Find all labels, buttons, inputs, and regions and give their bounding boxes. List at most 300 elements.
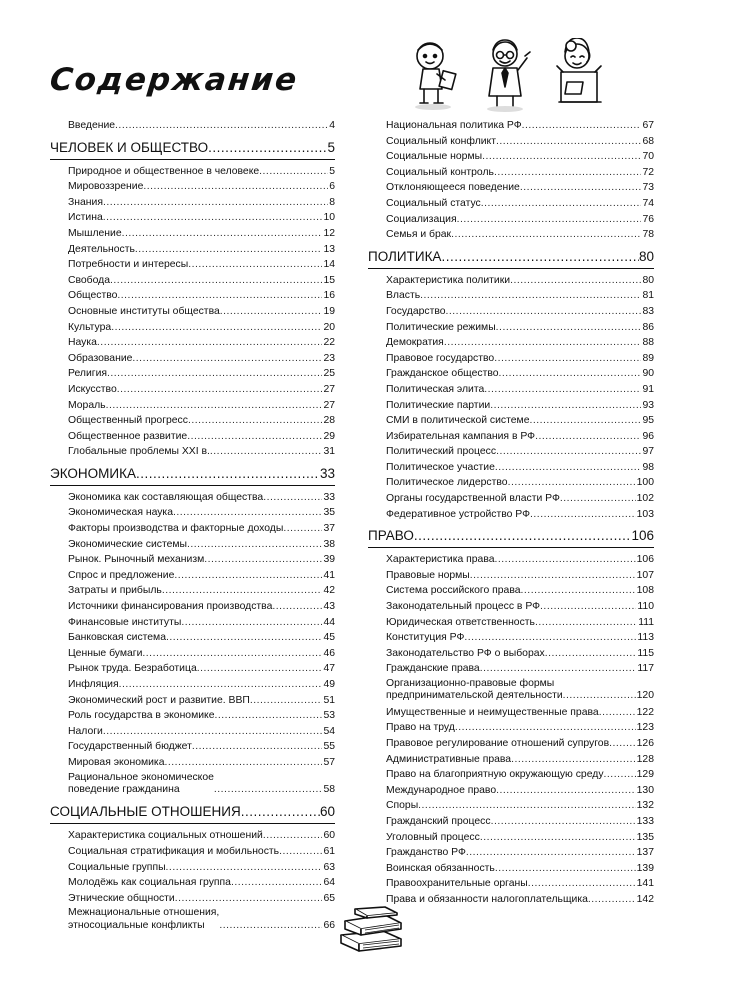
toc-entry-title-line2: предпринимательской деятельности xyxy=(386,690,563,702)
toc-entry xyxy=(50,860,335,876)
dot-leader xyxy=(115,118,328,134)
page-number: 29 xyxy=(323,430,335,442)
toc-entry xyxy=(368,351,654,367)
toc-entry-title: Образование xyxy=(68,352,133,364)
dot-leader xyxy=(164,755,322,771)
toc-entry-title: Роль государства в экономике xyxy=(68,710,215,722)
toc-entry-title: Источники финансирования производства xyxy=(68,601,273,613)
toc-entry xyxy=(368,475,654,491)
book-stack-icon xyxy=(335,905,407,957)
toc-entry-title: Гражданские права xyxy=(386,663,480,675)
toc-section-heading xyxy=(50,465,335,486)
page-number: 111 xyxy=(638,616,654,628)
page-number: 88 xyxy=(642,337,654,349)
toc-entry xyxy=(50,335,335,351)
dot-leader xyxy=(214,708,322,724)
dot-leader xyxy=(530,507,636,523)
toc-entry-title-line2: поведение гражданина xyxy=(68,783,180,795)
dot-leader xyxy=(414,527,632,545)
page-number: 44 xyxy=(323,616,335,628)
toc-entry-title: Гражданство РФ xyxy=(386,847,466,859)
dot-leader xyxy=(480,830,636,846)
page-number: 5 xyxy=(327,139,335,155)
dot-leader xyxy=(535,615,637,631)
toc-entry xyxy=(50,891,335,907)
toc-entry xyxy=(50,677,335,693)
page-number: 117 xyxy=(637,663,654,675)
section-title: ЭКОНОМИКА xyxy=(50,465,136,481)
toc-entry-title: Спрос и предложение xyxy=(68,569,175,581)
dot-leader xyxy=(197,661,323,677)
toc-entry-title: Политические партии xyxy=(386,399,491,411)
toc-entry xyxy=(368,552,654,568)
toc-entry xyxy=(368,814,654,830)
page-number: 10 xyxy=(323,212,335,224)
page-number: 51 xyxy=(323,694,335,706)
page-number: 12 xyxy=(323,227,335,239)
page-number: 39 xyxy=(323,554,335,566)
toc-entry xyxy=(50,382,335,398)
toc-entry-title: Деятельность xyxy=(68,243,135,255)
toc-entry xyxy=(368,149,654,165)
page-number: 6 xyxy=(329,181,335,193)
dot-leader xyxy=(418,798,636,814)
toc-entry xyxy=(368,444,654,460)
toc-entry-title: Финансовые институты xyxy=(68,616,182,628)
toc-entry xyxy=(50,413,335,429)
toc-entry xyxy=(50,444,335,460)
page-number: 108 xyxy=(636,585,654,597)
toc-entry xyxy=(368,861,654,877)
toc-entry-title: Искусство xyxy=(68,383,117,395)
toc-entry-title: Характеристика политики xyxy=(386,274,511,286)
toc-entry xyxy=(368,288,654,304)
toc-entry xyxy=(368,830,654,846)
page-number: 38 xyxy=(323,538,335,550)
dot-leader xyxy=(494,165,642,181)
page-number: 47 xyxy=(323,663,335,675)
page-number: 70 xyxy=(642,151,654,163)
toc-entry-title: Рынок труда. Безработица xyxy=(68,663,197,675)
dot-leader xyxy=(263,490,322,506)
page-number: 46 xyxy=(323,647,335,659)
dot-leader xyxy=(119,677,323,693)
page-number: 14 xyxy=(323,259,335,271)
toc-entry-title: Права и обязанности налогоплательщика xyxy=(386,893,588,905)
toc-entry-title xyxy=(386,678,563,703)
dot-leader xyxy=(110,273,322,289)
page-number: 68 xyxy=(642,135,654,147)
dot-leader xyxy=(446,304,642,320)
toc-entry xyxy=(368,845,654,861)
toc-entry xyxy=(368,118,654,134)
toc-section-heading xyxy=(368,248,654,269)
dot-leader xyxy=(219,920,322,932)
toc-entry-title: Право на труд xyxy=(386,722,455,734)
toc-entry xyxy=(368,366,654,382)
page-number: 53 xyxy=(323,710,335,722)
toc-entry-title: Правовое государство xyxy=(386,352,495,364)
page-number: 45 xyxy=(323,632,335,644)
toc-entry-title: Политический процесс xyxy=(386,446,497,458)
page-number: 16 xyxy=(323,290,335,302)
page-number: 65 xyxy=(323,892,335,904)
toc-entry xyxy=(368,720,654,736)
toc-entry-title: Политические режимы xyxy=(386,321,496,333)
page-number: 33 xyxy=(319,465,335,481)
toc-entry-title: Характеристика социальных отношений xyxy=(68,830,263,842)
toc-entry-title: Национальная политика РФ xyxy=(386,120,522,131)
dot-leader xyxy=(188,413,322,429)
dot-leader xyxy=(188,257,322,273)
toc-entry xyxy=(368,398,654,414)
toc-entry xyxy=(50,242,335,258)
toc-entry xyxy=(368,615,654,631)
dot-leader xyxy=(122,226,323,242)
toc-entry xyxy=(368,705,654,721)
toc-entry-title: Экономика как составляющая общества xyxy=(68,491,264,503)
dot-leader xyxy=(521,583,636,599)
dot-leader xyxy=(181,615,322,631)
dot-leader xyxy=(496,783,636,799)
toc-entry xyxy=(50,398,335,414)
page-number: 5 xyxy=(329,165,335,177)
dot-leader xyxy=(132,351,322,367)
dot-leader xyxy=(495,460,642,476)
page-number: 27 xyxy=(323,383,335,395)
toc-entry-title: Налоги xyxy=(68,725,103,737)
dot-leader xyxy=(204,552,322,568)
page-number: 20 xyxy=(323,321,335,333)
page-number: 129 xyxy=(636,769,654,781)
dot-leader xyxy=(441,248,639,266)
page-number: 83 xyxy=(642,305,654,317)
page-number: 106 xyxy=(636,554,654,566)
dot-leader xyxy=(208,139,327,157)
toc-entry-title: Гражданское общество xyxy=(386,368,499,380)
toc-entry-title: Мышление xyxy=(68,227,122,239)
toc-entry xyxy=(368,661,654,677)
toc-entry-title: Семья и брак xyxy=(386,229,452,241)
toc-entry-title: Ценные бумаги xyxy=(68,647,143,659)
toc-entry xyxy=(50,693,335,709)
toc-entry xyxy=(50,875,335,891)
toc-entry xyxy=(368,304,654,320)
toc-entry-title: Государство xyxy=(386,305,446,317)
section-title: ПОЛИТИКА xyxy=(368,248,442,264)
page-number: 98 xyxy=(642,461,654,473)
dot-leader xyxy=(117,288,322,304)
toc-entry-title: Система российского права xyxy=(386,585,521,597)
toc-entry-title xyxy=(68,772,214,797)
toc-entry xyxy=(50,164,335,180)
dot-leader xyxy=(529,413,641,429)
toc-entry xyxy=(368,382,654,398)
toc-entry-title: Свобода xyxy=(68,274,111,286)
toc-entry-title: Имущественные и неимущественные права xyxy=(386,706,599,718)
dot-leader xyxy=(496,134,641,150)
dot-leader xyxy=(457,212,642,228)
toc-entry xyxy=(368,798,654,814)
page-number: 107 xyxy=(636,569,654,581)
page-number: 4 xyxy=(329,120,335,131)
toc-entry xyxy=(50,599,335,615)
page-number: 23 xyxy=(323,352,335,364)
toc-entry xyxy=(368,507,654,523)
dot-leader xyxy=(263,828,323,844)
page-number: 66 xyxy=(323,919,335,931)
toc-entry xyxy=(50,646,335,662)
page-number: 57 xyxy=(323,756,335,768)
toc-entry-title: Конституция РФ xyxy=(386,632,465,644)
toc-section-heading xyxy=(368,527,654,548)
toc-entry-title-line2: этносоциальные конфликты xyxy=(68,919,205,931)
dot-leader xyxy=(241,803,320,821)
toc-entry xyxy=(368,180,654,196)
toc-entry-title: Мораль xyxy=(68,399,106,411)
dot-leader xyxy=(250,693,323,709)
toc-entry xyxy=(50,195,335,211)
toc-entry-title: Основные институты общества xyxy=(68,305,220,317)
toc-entry-title-line1: Организационно-правовые формы xyxy=(386,678,555,689)
toc-entry-title: Религия xyxy=(68,368,107,380)
dot-leader xyxy=(495,861,636,877)
page-number: 37 xyxy=(323,523,335,535)
toc-entry xyxy=(50,210,335,226)
toc-entry xyxy=(368,783,654,799)
dot-leader xyxy=(220,304,323,320)
toc-entry-title: Споры xyxy=(386,800,419,812)
toc-entry-title: Рынок. Рыночный механизм xyxy=(68,554,205,566)
dot-leader xyxy=(545,646,637,662)
dot-leader xyxy=(283,521,322,537)
page-number: 31 xyxy=(323,446,335,458)
toc-entry xyxy=(368,599,654,615)
toc-entry-title: Международное право xyxy=(386,784,497,796)
page-number: 72 xyxy=(642,166,654,178)
toc-entry-title: Социальный конфликт xyxy=(386,135,496,147)
dot-leader xyxy=(103,195,328,211)
dot-leader xyxy=(143,179,328,195)
toc-entry-title: Политическая элита xyxy=(386,383,485,395)
toc-entry xyxy=(368,165,654,181)
page-number: 103 xyxy=(636,508,654,520)
dot-leader xyxy=(259,164,328,180)
toc-entry-title: Истина xyxy=(68,212,103,224)
toc-entry xyxy=(50,552,335,568)
page-number: 86 xyxy=(642,321,654,333)
toc-entry xyxy=(50,844,335,860)
page-number: 42 xyxy=(323,585,335,597)
toc-entry-title: Банковская система xyxy=(68,632,166,644)
toc-entry-title: Отклоняющееся поведение xyxy=(386,182,520,194)
toc-entry xyxy=(50,724,335,740)
dot-leader xyxy=(107,366,322,382)
page-number: 60 xyxy=(319,804,335,820)
dot-leader xyxy=(166,860,323,876)
page-number: 123 xyxy=(636,722,654,734)
toc-entry xyxy=(50,351,335,367)
page-number: 81 xyxy=(642,290,654,302)
dot-leader xyxy=(496,444,641,460)
toc-entry xyxy=(368,413,654,429)
toc-entry-title: Правовое регулирование отношений супругов xyxy=(386,738,610,749)
section-title: ЧЕЛОВЕК И ОБЩЕСТВО xyxy=(50,139,209,155)
toc-entry xyxy=(368,892,654,908)
page-number: 141 xyxy=(636,878,654,890)
toc-entry xyxy=(50,537,335,553)
toc-entry-title: Власть xyxy=(386,290,421,302)
page-number: 137 xyxy=(636,847,654,859)
toc-entry xyxy=(368,876,654,892)
toc-section-heading xyxy=(50,803,335,824)
toc-entry xyxy=(368,583,654,599)
toc-entry-title: Затраты и прибыль xyxy=(68,585,162,597)
dot-leader xyxy=(174,568,322,584)
dot-leader xyxy=(187,429,322,445)
dot-leader xyxy=(484,382,641,398)
dot-leader xyxy=(470,568,636,584)
page-number: 89 xyxy=(642,352,654,364)
toc-entry-title xyxy=(68,907,219,932)
toc-entry-title: Административные права xyxy=(386,753,512,765)
dot-leader xyxy=(166,630,322,646)
toc-entry-title: СМИ в политической системе xyxy=(386,415,530,427)
toc-entry xyxy=(50,708,335,724)
page-number: 35 xyxy=(323,507,335,519)
toc-entry xyxy=(50,304,335,320)
toc-section-heading xyxy=(50,139,335,160)
section-title: СОЦИАЛЬНЫЕ ОТНОШЕНИЯ xyxy=(50,804,241,820)
page-number: 63 xyxy=(323,861,335,873)
page-number: 41 xyxy=(323,569,335,581)
page-number: 135 xyxy=(636,831,654,843)
toc-entry-title-line1: Рациональное экономическое xyxy=(68,771,214,783)
toc-entry-title: Гражданский процесс xyxy=(386,815,491,827)
toc-entry xyxy=(368,568,654,584)
dot-leader xyxy=(482,149,641,165)
page-number: 93 xyxy=(642,399,654,411)
toc-entry xyxy=(50,739,335,755)
toc-entry-title: Молодёжь как социальная группа xyxy=(68,877,231,889)
toc-entry xyxy=(368,736,654,752)
dot-leader xyxy=(511,752,636,768)
toc-entry xyxy=(50,490,335,506)
toc-entry-title: Избирательная кампания в РФ xyxy=(386,430,536,442)
page-number: 122 xyxy=(636,706,654,718)
dot-leader xyxy=(528,876,636,892)
page-number: 27 xyxy=(323,399,335,411)
dot-leader xyxy=(451,227,641,243)
dot-leader xyxy=(520,180,642,196)
toc-entry-title: Общественный прогресс xyxy=(68,415,188,427)
toc-entry-title: Введение xyxy=(68,120,116,131)
toc-entry-title: Социальные группы xyxy=(68,861,166,873)
dot-leader xyxy=(491,814,636,830)
dot-leader xyxy=(540,599,636,615)
toc-entry-title: Общество xyxy=(68,290,118,302)
toc-entry xyxy=(50,630,335,646)
toc-entry xyxy=(368,212,654,228)
toc-entry-title: Законодательный процесс в РФ xyxy=(386,601,541,613)
toc-entry-title: Право на благоприятную окружающую среду xyxy=(386,769,604,781)
toc-entry xyxy=(50,226,335,242)
toc-entry-title: Потребности и интересы xyxy=(68,259,189,271)
toc-entry xyxy=(50,661,335,677)
toc-entry xyxy=(50,755,335,771)
page-number: 120 xyxy=(636,690,654,702)
toc-entry-title: Характеристика права xyxy=(386,554,495,566)
toc-entry xyxy=(368,752,654,768)
dot-leader xyxy=(481,196,642,212)
dot-leader xyxy=(97,335,323,351)
toc-entry-title: Законодательство РФ о выборах xyxy=(386,647,545,659)
page-number: 132 xyxy=(636,800,654,812)
page-number: 91 xyxy=(642,383,654,395)
toc-entry-title: Мировая экономика xyxy=(68,756,165,768)
page-title: Содержание xyxy=(48,62,301,98)
toc-entry xyxy=(368,677,654,705)
dot-leader xyxy=(499,366,642,382)
section-title: ПРАВО xyxy=(368,528,414,544)
toc-entry xyxy=(50,429,335,445)
page-number: 80 xyxy=(642,274,654,286)
toc-entry xyxy=(368,491,654,507)
toc-entry-title: Глобальные проблемы XXI в. xyxy=(68,446,210,458)
toc-entry-title: Экономическая наука xyxy=(68,507,173,519)
page-number: 61 xyxy=(323,845,335,857)
toc-entry xyxy=(50,118,335,134)
page-number: 128 xyxy=(636,753,654,765)
dot-leader xyxy=(609,736,636,752)
cartoon-people-illustration xyxy=(405,38,620,113)
dot-leader xyxy=(272,599,322,615)
page-number: 15 xyxy=(323,274,335,286)
dot-leader xyxy=(495,552,636,568)
page-number: 90 xyxy=(642,368,654,380)
page-number: 8 xyxy=(329,196,335,208)
dot-leader xyxy=(231,875,322,891)
toc-entry xyxy=(368,630,654,646)
page-number: 13 xyxy=(323,243,335,255)
page-number: 139 xyxy=(636,862,654,874)
toc-entry-title: Экономический рост и развитие. ВВП xyxy=(68,694,250,706)
dot-leader xyxy=(444,335,642,351)
page-number: 76 xyxy=(642,213,654,225)
page-number: 115 xyxy=(637,647,654,659)
toc-entry xyxy=(368,227,654,243)
dot-leader xyxy=(187,537,322,553)
page-number: 102 xyxy=(636,493,654,505)
toc-entry-title: Экономические системы xyxy=(68,538,188,550)
toc-column-right xyxy=(368,118,654,908)
toc-entry xyxy=(50,179,335,195)
toc-entry-title: Социальные нормы xyxy=(386,151,483,163)
dot-leader xyxy=(508,475,636,491)
toc-entry xyxy=(368,646,654,662)
dot-leader xyxy=(103,724,323,740)
toc-entry-title: Социализация xyxy=(386,213,457,225)
toc-entry xyxy=(50,615,335,631)
toc-entry xyxy=(50,288,335,304)
page-number: 54 xyxy=(323,725,335,737)
dot-leader xyxy=(480,661,637,677)
toc-entry xyxy=(50,568,335,584)
toc-entry-title: Знания xyxy=(68,196,103,208)
dot-leader xyxy=(106,398,323,414)
toc-entry-title: Государственный бюджет xyxy=(68,741,192,753)
toc-entry-title: Этнические общности xyxy=(68,892,175,904)
